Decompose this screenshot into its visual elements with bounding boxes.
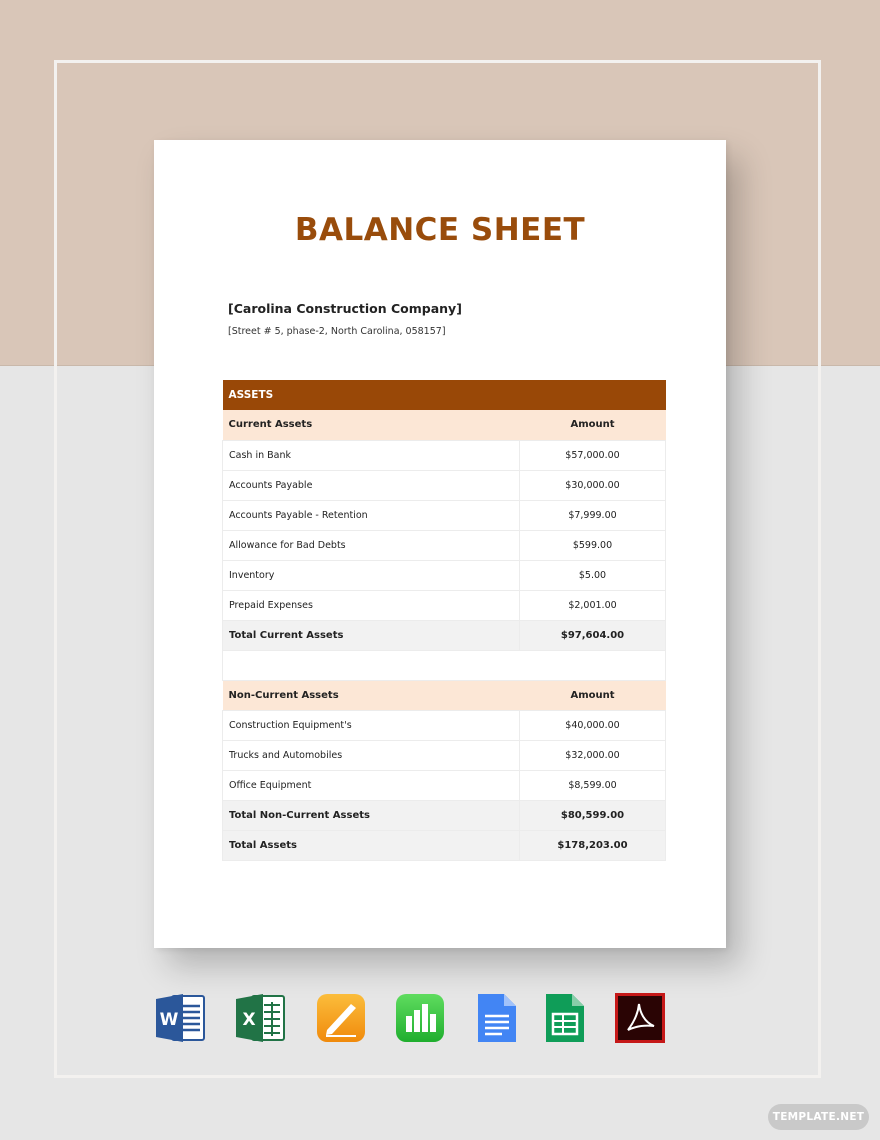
non-current-assets-header-row [223,680,666,710]
table-row [223,560,666,590]
balance-sheet-table [222,380,666,861]
table-row [223,530,666,560]
total-assets-row [223,830,666,860]
table-row [223,440,666,470]
format-icons [0,992,880,1044]
row-amount: $30,000.00 [520,470,666,500]
pages-icon[interactable] [315,992,367,1044]
row-label: Office Equipment [223,770,520,800]
spacer-cell [223,650,666,680]
current-amount-header: Amount [520,410,666,440]
spacer-row [223,650,666,680]
current-assets-header-row [223,410,666,440]
word-icon-letter: W [159,1010,179,1030]
assets-banner-row [223,380,666,410]
table-row [223,500,666,530]
pdf-icon[interactable] [614,992,666,1044]
non-current-assets-header: Non-Current Assets [223,680,520,710]
row-label: Accounts Payable [223,470,520,500]
excel-icon-letter: X [242,1010,256,1030]
total-non-current-assets-row [223,800,666,830]
google-sheets-icon[interactable] [538,992,590,1044]
total-current-assets-amount: $97,604.00 [520,620,666,650]
numbers-icon[interactable] [394,992,446,1044]
row-amount: $57,000.00 [520,440,666,470]
row-amount: $32,000.00 [520,740,666,770]
company-name: [Carolina Construction Company] [228,301,462,316]
row-amount: $5.00 [520,560,666,590]
assets-banner: ASSETS [223,380,666,410]
row-amount: $7,999.00 [520,500,666,530]
row-label: Allowance for Bad Debts [223,530,520,560]
row-label: Accounts Payable - Retention [223,500,520,530]
current-assets-header: Current Assets [223,410,520,440]
row-amount: $8,599.00 [520,770,666,800]
row-label: Inventory [223,560,520,590]
watermark-badge: TEMPLATE.NET [768,1104,869,1130]
row-amount: $40,000.00 [520,710,666,740]
page-title: BALANCE SHEET [294,212,586,248]
table-row [223,710,666,740]
table-row [223,590,666,620]
row-label: Cash in Bank [223,440,520,470]
row-label: Prepaid Expenses [223,590,520,620]
total-non-current-assets-label: Total Non-Current Assets [223,800,520,830]
row-label: Construction Equipment's [223,710,520,740]
table-row [223,740,666,770]
total-non-current-assets-amount: $80,599.00 [520,800,666,830]
google-docs-icon[interactable] [470,992,522,1044]
word-icon[interactable] [154,992,206,1044]
company-address: [Street # 5, phase-2, North Carolina, 058157] [228,326,446,337]
table-row [223,470,666,500]
row-amount: $2,001.00 [520,590,666,620]
excel-icon[interactable] [234,992,286,1044]
table-row [223,770,666,800]
row-amount: $599.00 [520,530,666,560]
non-current-amount-header: Amount [520,680,666,710]
total-current-assets-label: Total Current Assets [223,620,520,650]
total-assets-amount: $178,203.00 [520,830,666,860]
total-assets-label: Total Assets [223,830,520,860]
total-current-assets-row [223,620,666,650]
row-label: Trucks and Automobiles [223,740,520,770]
